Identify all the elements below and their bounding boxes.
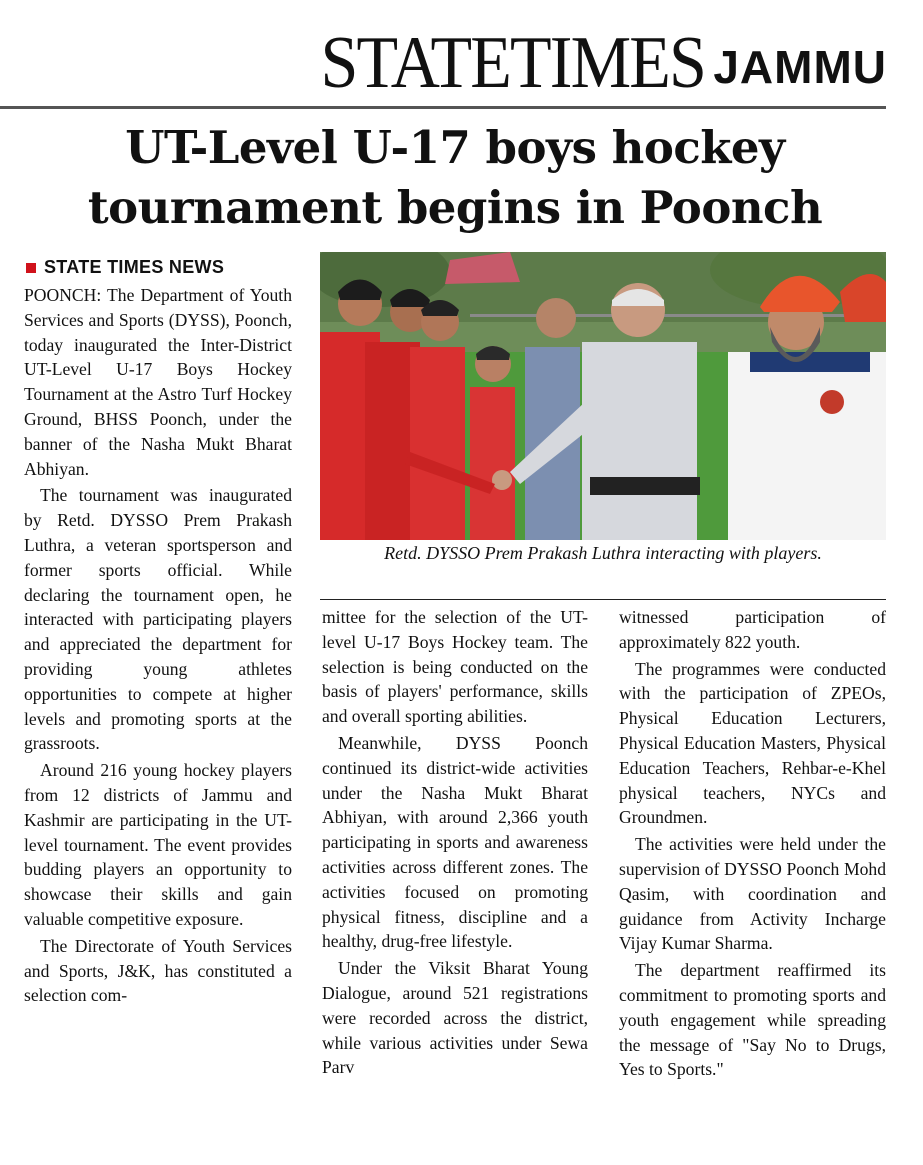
masthead-rule — [0, 106, 886, 109]
paragraph: The activities were held under the supervision of DYSSO Poonch Mohd Qasim, with coordination and guidance from Activity Incharge Vijay Kumar Sharma. — [619, 834, 886, 954]
paragraph: mittee for the selection of the UT-level U-17 Boys Hockey team. The selection is being conducted on the basis of players' performance, skills and overall sporting abilities. — [322, 607, 588, 727]
article-column-1 — [24, 283, 292, 1008]
paragraph: The tournament was inaugurated by Retd. DYSSO Prem Prakash Luthra, a veteran sportsperson and former sports official. While declaring the tournament open, he interacted with participating players and appreciated the department for providing young athletes opportunities to compete at higher levels and promoting sports at the grassroots. — [24, 485, 292, 754]
edition-label: JAMMU — [713, 41, 887, 93]
caption-rule — [320, 599, 886, 600]
headline: UT-Level U-17 boys hockey tournament begins in Poonch — [87, 121, 823, 234]
paragraph: The programmes were conducted with the participation of ZPEOs, Physical Education Lecturers, Physical Education Masters, Physical Education Teachers, Rehbar-e-Khel physical teachers, NYCs and Groundmen. — [619, 658, 886, 828]
paragraph: Around 216 young hockey players from 12 districts of Jammu and Kashmir are participating in the UT-level tournament. The event provides budding players an opportunity to showcase their skills and gain valuable competitive exposure. — [24, 760, 292, 929]
photo-caption: Retd. DYSSO Prem Prakash Luthra interacting with players. — [384, 543, 822, 563]
byline-text: STATE TIMES NEWS — [44, 257, 225, 277]
paragraph: Meanwhile, DYSS Poonch continued its district-wide activities under the Nasha Mukt Bharat Abhiyan, with around 2,366 youth participating in sports and awareness activities across different zones. The activities focused on promoting physical fitness, discipline and a healthy, drug-free lifestyle. — [322, 732, 588, 952]
article-column-2 — [322, 605, 588, 1080]
masthead — [287, 14, 887, 104]
paragraph: POONCH: The Department of Youth Services and Sports (DYSS), Poonch, today inaugurated the Inter-District UT-Level U-17 Boys Hockey Tournament at the Astro Turf Hockey Ground, BHSS Poonch, under the banner of the Nasha Mukt Bharat Abhiyan. — [24, 285, 292, 479]
paragraph: witnessed participation of approximately 822 youth. — [619, 607, 886, 652]
byline — [26, 257, 224, 278]
article-column-3 — [619, 605, 886, 1082]
newspaper-logo: STATETIMES — [320, 22, 706, 104]
byline-square-icon — [26, 263, 36, 273]
paragraph: The Directorate of Youth Services and Sports, J&K, has constituted a selection com- — [24, 935, 292, 1006]
news-photo — [320, 252, 886, 540]
paragraph: Under the Viksit Bharat Young Dialogue, around 521 registrations were recorded across the district, while various activities under Sewa Parv — [322, 958, 588, 1078]
paragraph: The department reaffirmed its commitment to promoting sports and youth engagement while spreading the message of "Say No to Drugs, Yes to Sports." — [619, 960, 886, 1080]
